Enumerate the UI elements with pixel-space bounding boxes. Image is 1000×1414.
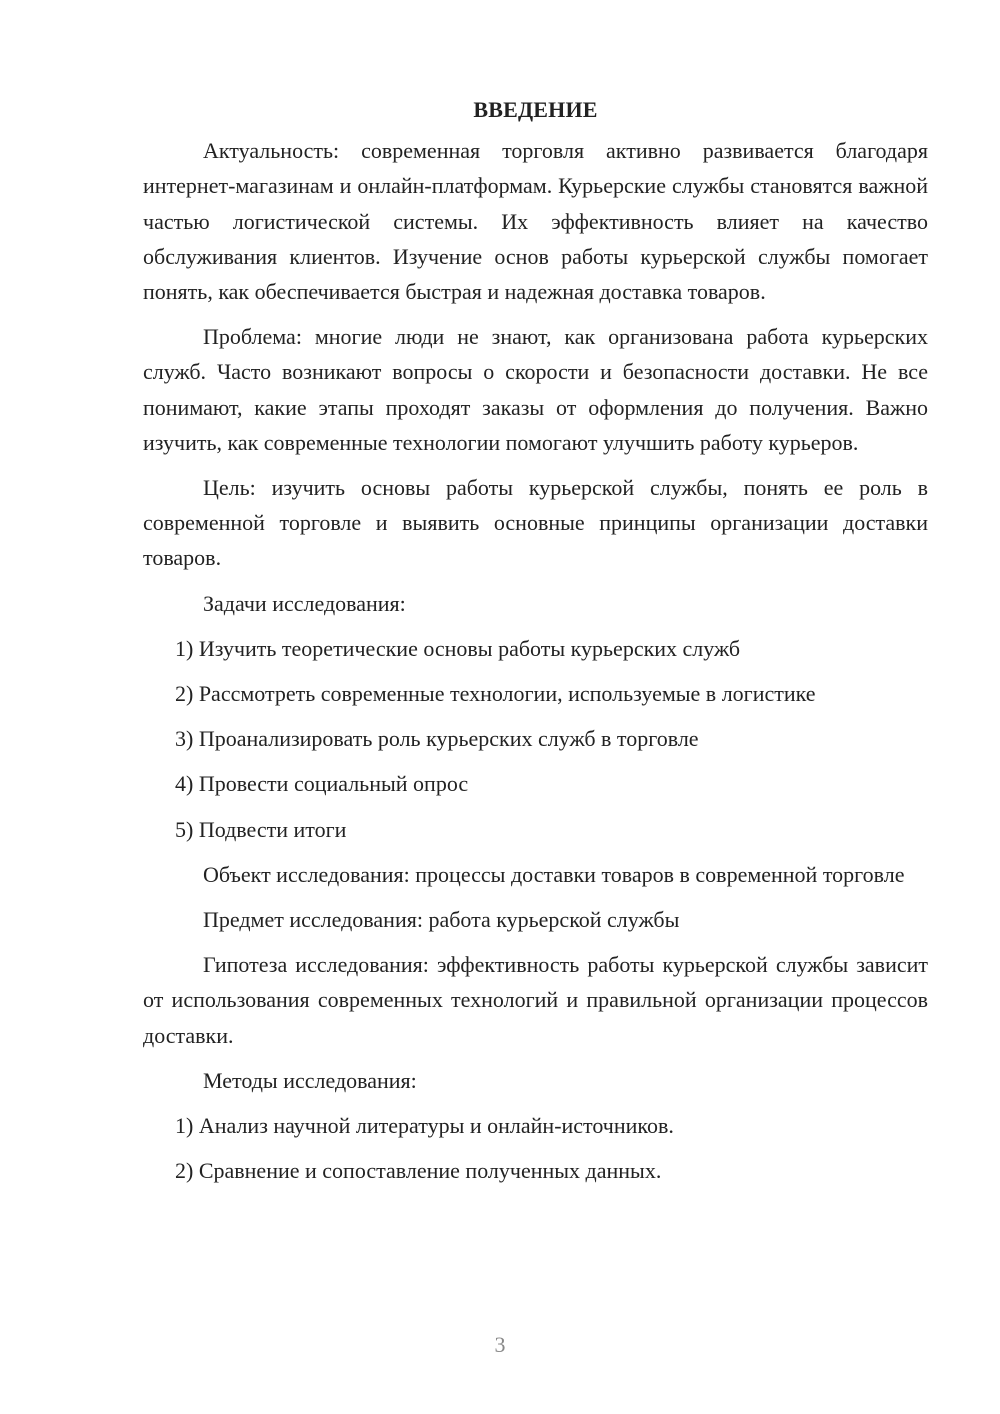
relevance-paragraph: Актуальность: современная торговля активно развивается благодаря интернет-магазинам и онлайн-платформам. Курьерские службы становятся важной частью логистической системы. Их эффективность влияет на качество обслуживания клиентов. Изучение основ работы курьерской службы помогает понять, как обеспечивается быстрая и надежная доставка товаров. bbox=[143, 138, 928, 305]
task-item: 1) Изучить теоретические основы работы курьерских служб bbox=[175, 635, 741, 661]
page-number: 3 bbox=[494, 1332, 506, 1357]
subject-paragraph: Предмет исследования: работа курьерской службы bbox=[203, 907, 680, 933]
problem-paragraph: Проблема: многие люди не знают, как организована работа курьерских служб. Часто возникают вопросы о скорости и безопасности доставки. Не все понимают, какие этапы проходят заказы от оформления до получения. Важно изучить, как современные технологии помогают улучшить работу курьеров. bbox=[143, 324, 928, 455]
task-item: 2) Рассмотреть современные технологии, используемые в логистике bbox=[175, 681, 816, 707]
task-item: 5) Подвести итоги bbox=[175, 816, 347, 842]
methods-heading: Методы исследования: bbox=[203, 1067, 417, 1093]
object-paragraph: Объект исследования: процессы доставки товаров в современной торговле bbox=[203, 861, 905, 887]
method-item: 1) Анализ научной литературы и онлайн-источников. bbox=[175, 1113, 674, 1139]
task-item: 3) Проанализировать роль курьерских служб в торговле bbox=[175, 726, 699, 752]
goal-paragraph: Цель: изучить основы работы курьерской службы, понять ее роль в современной торговле и выявить основные принципы организации доставки товаров. bbox=[143, 475, 928, 571]
tasks-heading: Задачи исследования: bbox=[203, 590, 406, 616]
task-item: 4) Провести социальный опрос bbox=[175, 771, 469, 797]
method-item: 2) Сравнение и сопоставление полученных данных. bbox=[175, 1158, 662, 1184]
methods-list bbox=[143, 1108, 928, 1188]
document-body bbox=[143, 92, 928, 1198]
hypothesis-paragraph: Гипотеза исследования: эффективность работы курьерской службы зависит от использования современных технологий и правильной организации процессов доставки. bbox=[143, 952, 928, 1048]
tasks-list bbox=[143, 631, 928, 847]
section-title: ВВЕДЕНИЕ bbox=[473, 97, 598, 122]
